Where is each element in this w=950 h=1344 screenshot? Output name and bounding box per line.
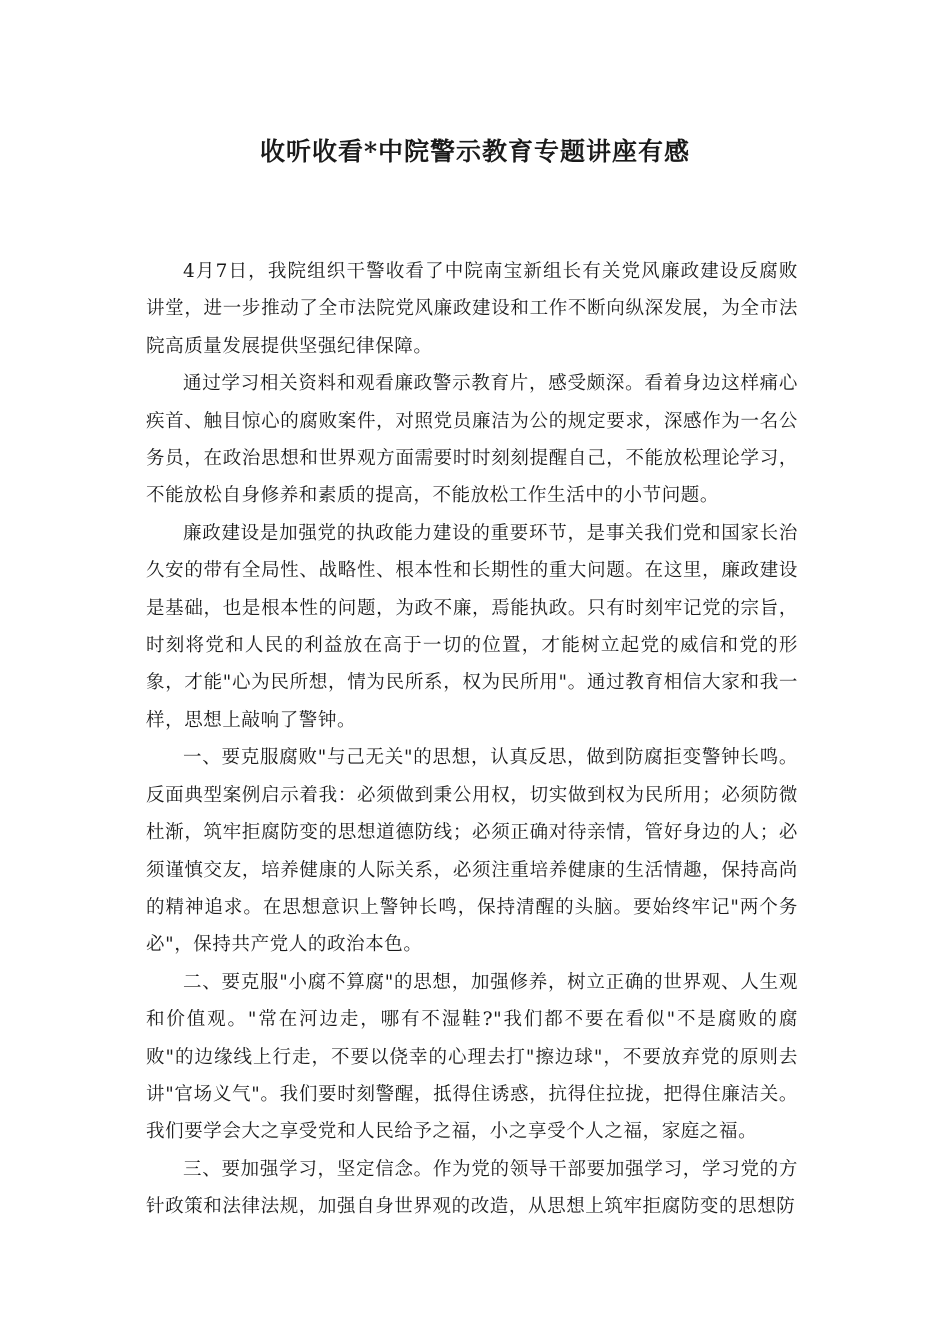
paragraph-point-three: 三、要加强学习，坚定信念。作为党的领导干部要加强学习，学习党的方针政策和法律法规，加强自身世界观的改造，从思想上筑牢拒腐防变的思想防	[146, 1158, 798, 1218]
paragraph-point-one: 一、要克服腐败"与己无关"的思想，认真反思，做到防腐拒变警钟长鸣。反面典型案例启示着我：必须做到秉公用权，切实做到权为民所用；必须防微杜渐，筑牢拒腐防变的思想道德防线；必须正确对待亲情，管好身边的人；必须谨慎交友，培养健康的人际关系，必须注重培养健康的生活情趣，保持高尚的精神追求。在思想意识上警钟长鸣，保持清醒的头脑。要始终牢记"两个务必"，保持共产党人的政治本色。	[146, 747, 798, 956]
paragraph-clean-governance: 廉政建设是加强党的执政能力建设的重要环节，是事关我们党和国家长治久安的带有全局性、战略性、根本性和长期性的重大问题。在这里，廉政建设是基础，也是根本性的问题，为政不廉，焉能执政。只有时刻牢记党的宗旨，时刻将党和人民的利益放在高于一切的位置，才能树立起党的威信和党的形象，才能"心为民所想，情为民所系，权为民所用"。通过教育相信大家和我一样，思想上敲响了警钟。	[146, 522, 798, 731]
document-body	[146, 253, 798, 1226]
paragraph-point-two: 二、要克服"小腐不算腐"的思想，加强修养，树立正确的世界观、人生观和价值观。"常在河边走，哪有不湿鞋?"我们都不要在看似"不是腐败的腐败"的边缘线上行走，不要以侥幸的心理去打"擦边球"，不要放弃党的原则去讲"官场义气"。我们要时刻警醒，抵得住诱惑，抗得住拉拢，把得住廉洁关。我们要学会大之享受党和人民给予之福，小之享受个人之福，家庭之福。	[146, 971, 798, 1143]
paragraph-reflection: 通过学习相关资料和观看廉政警示教育片，感受颇深。看着身边这样痛心疾首、触目惊心的腐败案件，对照党员廉洁为公的规定要求，深感作为一名公务员，在政治思想和世界观方面需要时时刻刻提醒自己，不能放松理论学习，不能放松自身修养和素质的提高，不能放松工作生活中的小节问题。	[146, 373, 798, 507]
document-title: 收听收看*中院警示教育专题讲座有感	[259, 137, 691, 166]
paragraph-intro: 4月7日，我院组织干警收看了中院南宝新组长有关党风廉政建设反腐败讲堂，进一步推动了全市法院党风廉政建设和工作不断向纵深发展，为全市法院高质量发展提供坚强纪律保障。	[146, 261, 798, 357]
